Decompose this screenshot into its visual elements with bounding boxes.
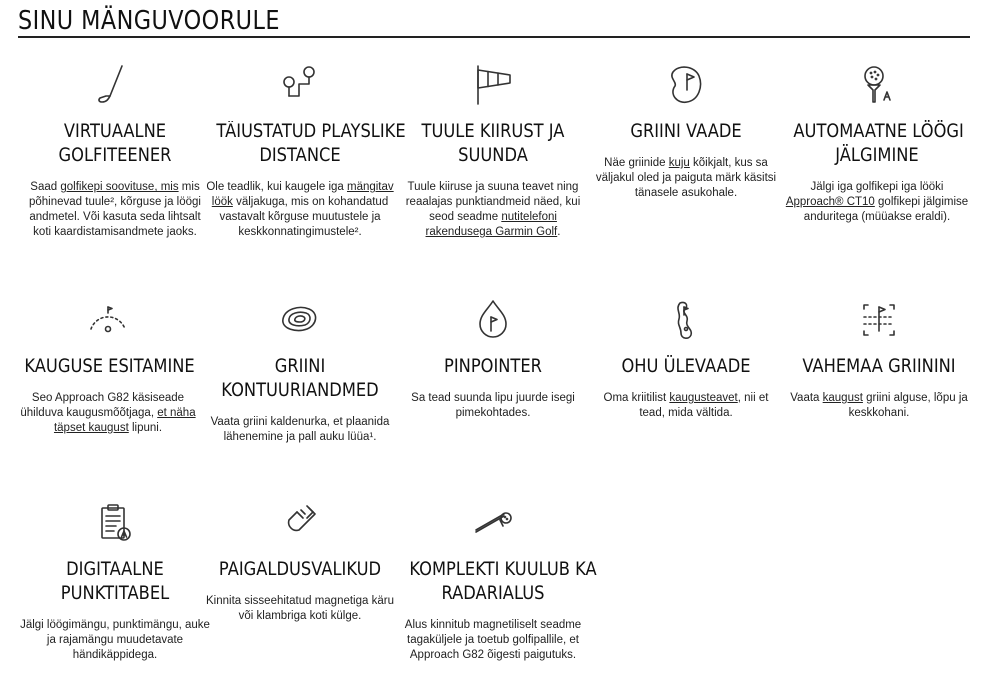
- feature-description: Tuule kiiruse ja suuna teavet ning reaalajas punktiandmeid näed, kui seod seadme nutitelefoni rakendusega Garmin Golf.: [405, 181, 581, 238]
- feature-description: Oma kriitilist kaugusteavet, nii et tead, mida vältida.: [603, 392, 769, 419]
- feature-green-view: [591, 62, 781, 201]
- feature-description: Alus kinnitub magnetiliselt seadme tagaküljele ja toetub golfipallile, et Approach G82 õigesti paigutuks.: [404, 619, 582, 661]
- exact-distance-link[interactable]: et näha täpset kaugust: [53, 407, 196, 434]
- feature-title: GRIINI VAADE: [630, 121, 742, 142]
- feature-title: DIGITAALNE PUNKTITABEL: [60, 559, 170, 604]
- magnet-icon: [277, 500, 323, 546]
- feature-description: Saad golfikepi soovituse, mis mis põhinevad tuule², kõrguse ja löögi andmetel. Või kasuta seda lihtsalt koti kaardistamisandmete jaoks.: [29, 181, 201, 238]
- feature-description: Seo Approach G82 käsiseade ühilduva kaugusmõõtjaga, et näha täpset kaugust lipuni.: [20, 392, 196, 434]
- feature-description: Ole teadlik, kui kaugele iga mängitav löök väljakuga, mis on kohandatud vastavalt kõrguse muutustele ja keskkonnatingimustele².: [206, 181, 394, 238]
- feature-title: OHU ÜLEVAADE: [621, 356, 751, 377]
- feature-description: Vaata griini kaldenurka, et plaanida lähenemine ja pall auku lüüa¹.: [210, 416, 390, 443]
- golf-club-icon: [92, 62, 138, 108]
- feature-mounting-options: [205, 500, 395, 624]
- route-pins-icon: [277, 62, 323, 108]
- feature-distance-display: [13, 297, 203, 436]
- feature-hazard-view: [591, 297, 781, 421]
- playable-shot-link[interactable]: mängitav löök: [211, 181, 394, 208]
- green-shape-link[interactable]: kuju: [668, 157, 690, 169]
- feature-title: KAUGUSE ESITAMINE: [24, 356, 195, 377]
- feature-description: Jälgi löögimängu, punktimängu, auke ja rajamängu muudetavate händikäppidega.: [20, 619, 210, 661]
- distance-arc-icon: [85, 297, 131, 343]
- feature-digital-scorecard: [20, 500, 210, 663]
- feature-wind-speed: [398, 62, 588, 240]
- title-divider: [18, 36, 970, 38]
- green-distance-link[interactable]: kaugust: [822, 392, 863, 404]
- feature-title: GRIINI KONTUURIANDMED: [221, 356, 379, 401]
- scorecard-icon: [92, 500, 138, 546]
- feature-title: PAIGALDUSVALIKUD: [218, 559, 382, 580]
- feature-title: VIRTUAALNE GOLFITEENER: [58, 121, 172, 166]
- feature-distance-to-green: [784, 297, 974, 421]
- section-title: SINU MÄNGUVOORULE: [18, 6, 280, 36]
- feature-title: KOMPLEKTI KUULUB KA RADARIALUS: [409, 559, 597, 604]
- feature-title: PINPOINTER: [444, 356, 542, 377]
- approach-ct10-link[interactable]: Approach® CT10: [785, 196, 875, 208]
- feature-radar-stand: [398, 500, 597, 663]
- feature-auto-shot-tracking: [782, 62, 972, 225]
- pin-drop-icon: [470, 297, 516, 343]
- feature-title: TÄIUSTATUD PLAYSLIKE DISTANCE: [216, 121, 406, 166]
- garmin-golf-app-link[interactable]: nutitelefoni rakendusega Garmin Golf: [425, 211, 558, 238]
- green-flag-icon: [663, 62, 709, 108]
- feature-description: Näe griinide kuju kõikjalt, kus sa väljakul oled ja paiguta märk käsitsi tänasele asukohale.: [595, 157, 777, 199]
- feature-green-contours: [205, 297, 395, 445]
- feature-description: Jälgi iga golfikepi iga lööki Approach® CT10 golfikepi jälgimise anduritega (müüakse eraldi).: [785, 181, 969, 223]
- feature-title: VAHEMAA GRIININI: [802, 356, 956, 377]
- club-ball-icon: [470, 500, 516, 546]
- feature-title: TUULE KIIRUST JA SUUNDA: [421, 121, 565, 166]
- feature-description: Kinnita sisseehitatud magnetiga käru või klambriga koti külge.: [206, 595, 394, 622]
- feature-virtual-caddie: [20, 62, 210, 240]
- feature-title: AUTOMAATNE LÖÖGI JÄLGIMINE: [793, 121, 964, 166]
- feature-description: Sa tead suunda lipu juurde isegi pimekohtades.: [411, 392, 575, 419]
- green-target-icon: [856, 297, 902, 343]
- windsock-icon: [470, 62, 516, 108]
- feature-description: Vaata kaugust griini alguse, lõpu ja keskkohani.: [790, 392, 968, 419]
- golf-ball-tee-icon: [854, 62, 900, 108]
- hazard-view-icon: [663, 297, 709, 343]
- golf-club-recommendation-link[interactable]: golfikepi soovituse, mis: [60, 181, 179, 193]
- feature-pinpointer: [398, 297, 588, 421]
- feature-playslike-distance: [205, 62, 406, 240]
- distance-info-link[interactable]: kaugusteavet: [669, 392, 738, 404]
- contour-map-icon: [277, 297, 323, 343]
